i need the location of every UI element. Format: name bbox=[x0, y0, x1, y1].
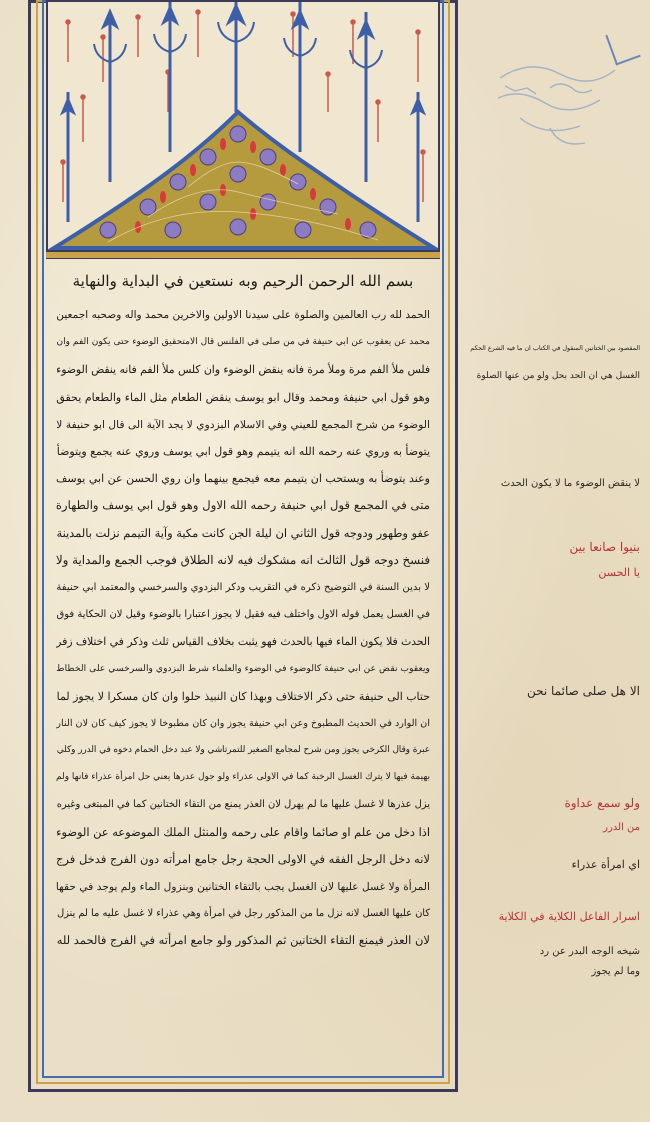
text-line: فنسخ دوجه قول الثالث انه مشكوك فيه لانه الطلاق فوجب الجمع والمداية ولا bbox=[56, 552, 430, 567]
text-lines bbox=[56, 302, 430, 955]
text-line: الحمد لله رب العالمين والصلوة على سيدنا الاولين والاخرين محمد واله وصحبه اجمعين bbox=[56, 309, 430, 321]
text-line: وعند يتوضأ به ويستحب ان يتيمم معه فيجمع بينهما وان روي الحسن عن ابي يوسف bbox=[56, 472, 430, 486]
text-line: فلس ملأ الفم مرة وملأ مرة فانه ينقض الوضوء وان كلس ملأ الفم فانه ينقض الوضوء bbox=[56, 363, 430, 377]
text-line: يتوضأ به وروي عنه رحمه الله انه يتيمم وهو قول ابي يوسف وروي عنه يجمع ويتوضأ bbox=[56, 444, 430, 458]
margin-note-2: الغسل هي ان الحد بحل ولو من عنها الصلوة bbox=[476, 371, 640, 381]
text-line: الوضوء من شرح المجمع للعيني وفي الاسلام البزدوي لا يجد الآية الى قال ابو حنيفة لا bbox=[56, 417, 430, 431]
text-line: يزل عذرها لا غسل عليها ما لم يهرل لان العذر يمنع من التقاء الختانين كما في المبتغى وغيره bbox=[56, 799, 430, 811]
margin-note-7: ولو سمع عداوة bbox=[564, 796, 640, 810]
margin-note-11: شيخه الوجه البدر عن رد bbox=[539, 946, 640, 957]
main-text-block bbox=[50, 262, 436, 1070]
text-line: حتاب الى حنيفة حتى ذكر الاختلاف وبهذا كان النبيذ حلوا وان كان مسكرا لا يجوز لما bbox=[56, 689, 430, 703]
margin-note-6: الا هل صلى صائما نحن bbox=[526, 684, 640, 698]
text-line: لا بدين السنة في التوضيح ذكره في التقريب ودكر البزدوي والسرخسي والمعتمد ابي حنيفة bbox=[56, 581, 430, 593]
seal-stamp bbox=[490, 48, 620, 158]
margin-note-8: من الدرر bbox=[603, 822, 640, 833]
floral-illumination bbox=[48, 2, 438, 250]
text-line: كان عليها الغسل لانه نزل ما من المذكور رجل في امرأة وهي عذراء لا غسل عليه ما لم ينزل bbox=[56, 908, 430, 920]
text-line: متى في المجمع قول ابي حنيفة رحمه الله الاول وهو قول ابي يوسف والطهارة bbox=[56, 498, 430, 513]
margin-note-10: اسرار الفاعل الكلاية في الكلاية bbox=[498, 910, 640, 923]
text-line: اذا دخل من علم او صائما واقام على رحمه والمنثل الملك الموضوعه عن الوضوء bbox=[56, 824, 430, 839]
text-line: عبرة وقال الكرخي يجوز ومن شرح لمجامع الصغير للتمرتاشي ولا عبد دخل الحمام دخوه في الدرر وكلي bbox=[56, 745, 430, 755]
margin-note-1: المقصود بين الختانين المنقول في الكتاب ان ما فيه الشرع الحكم bbox=[470, 344, 640, 352]
basmala-heading: بسم الله الرحمن الرحيم وبه نستعين في البداية والنهاية bbox=[72, 272, 414, 290]
text-line: الحدث فلا يكون الماء فيها بالحدث فهو يثبت بخلاف القياس ثلث وذكر في اختلاف زفر bbox=[56, 635, 430, 649]
text-line: بهيمة فيها لا يترك الغسل الرخبة كما في الاولى عذراء ولو جول عدرها يعني حل امرأة عذراء فانها ولم bbox=[56, 772, 430, 783]
margin-note-5: يا الحسن bbox=[598, 566, 640, 579]
headpiece-rule bbox=[46, 252, 440, 259]
margin-note-3: لا ينقض الوضوء ما لا يكون الحدث bbox=[500, 478, 640, 489]
illuminated-headpiece bbox=[46, 0, 440, 252]
text-line: في الغسل يعمل قوله الاول واختلف فيه فقيل لا يجوز اعتبارا بالوضوء وقيل لان الحكاية فوق bbox=[56, 609, 430, 621]
text-line: المرأة ولا غسل عليها لان الغسل يجب بالتقاء الختانين وبنزول الماء ولم يوجد في حقها bbox=[56, 879, 430, 893]
margin-note-12: وما لم يجوز bbox=[591, 966, 640, 977]
text-line: وهو قول ابي حنيفة ومحمد وقال ابو يوسف ينقض الطعام مثل الماء والطعام يحقق bbox=[56, 390, 430, 404]
text-line: ويعقوب نقض عن ابي حنيفة كالوضوء في الوضوء والعلماء شرط البزدوي والسرخسي على الخطاط bbox=[56, 663, 430, 675]
margin-note-4: بنيوا صانعا بين bbox=[569, 540, 640, 554]
text-line: لانه دخل الرجل الفقه في الاولى الحجة رجل جامع امرأته دون الفرج فدخل فرج bbox=[56, 851, 430, 866]
margin-note-9: اي امرأة عذراء bbox=[571, 858, 640, 871]
text-line: لان العذر فيمنع التقاء الختانين ثم المذكور ولو جامع امرأته في الفرج فالحمد لله bbox=[56, 933, 430, 948]
text-line: ان الوارد في الحديث المطبوخ وعن ابي حنيفة يجوز وان كان مطبوخا لا يجوز كيف كان لان النار bbox=[56, 717, 430, 729]
text-line: عفو وطهور ودوجه قول الثاني ان ليلة الجن كانت مكية وآية التيمم نزلت بالمدينة bbox=[56, 525, 430, 540]
text-line: محمد عن يعقوب عن ابي حنيفة في من صلى في الفلنس قال الامتحقيق الوضوء حتى يكون الفم وان bbox=[56, 337, 430, 348]
